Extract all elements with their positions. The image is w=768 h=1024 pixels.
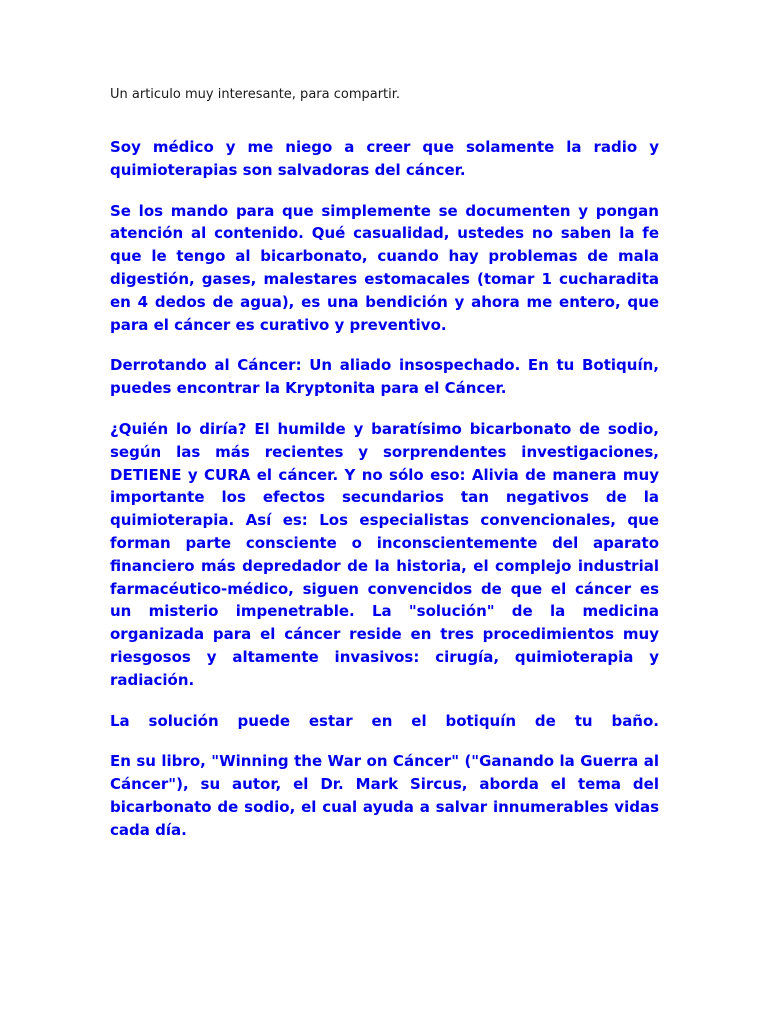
paragraph-4: ¿Quién lo diría? El humilde y baratísimo bicarbonato de sodio, según las más recientes y sorprendentes investigaciones, DETIENE y CURA el cáncer. Y no sólo eso: Alivia de manera muy importante los efectos secundarios tan negativos de la quimioterapia. Así es: Los especialistas convencionales, que forman parte consciente o inconscientemente del aparato financiero más depredador de la historia, el complejo industrial farmacéutico-médico, siguen convencidos de que el cáncer es un misterio impenetrable. La "solución" de la medicina organizada para el cáncer reside en tres procedimientos muy riesgosos y altamente invasivos: cirugía, quimioterapia y radiación.: [110, 419, 659, 689]
paragraph-3: Derrotando al Cáncer: Un aliado insospechado. En tu Botiquín, puedes encontrar la Kryptonita para el Cáncer.: [110, 356, 659, 398]
paragraph-1: Soy médico y me niego a creer que solamente la radio y quimioterapias son salvadoras del cáncer.: [110, 138, 659, 179]
paragraph-5: La solución puede estar en el botiquín de tu baño.: [110, 711, 659, 730]
intro-line: Un articulo muy interesante, para compartir.: [110, 87, 401, 102]
article-body: [110, 136, 659, 842]
paragraph-2: Se los mando para que simplemente se documenten y pongan atención al contenido. Qué casualidad, ustedes no saben la fe que le tengo al bicarbonato, cuando hay problemas de mala digestión, gases, malestares estomacales (tomar 1 cucharadita en 4 dedos de agua), es una bendición y ahora me entero, que para el cáncer es curativo y preventivo.: [110, 201, 659, 334]
paragraph-6: En su libro, "Winning the War on Cáncer" ("Ganando la Guerra al Cáncer"), su autor, el Dr. Mark Sircus, aborda el tema del bicarbonato de sodio, el cual ayuda a salvar innumerables vidas cada día.: [110, 752, 659, 839]
